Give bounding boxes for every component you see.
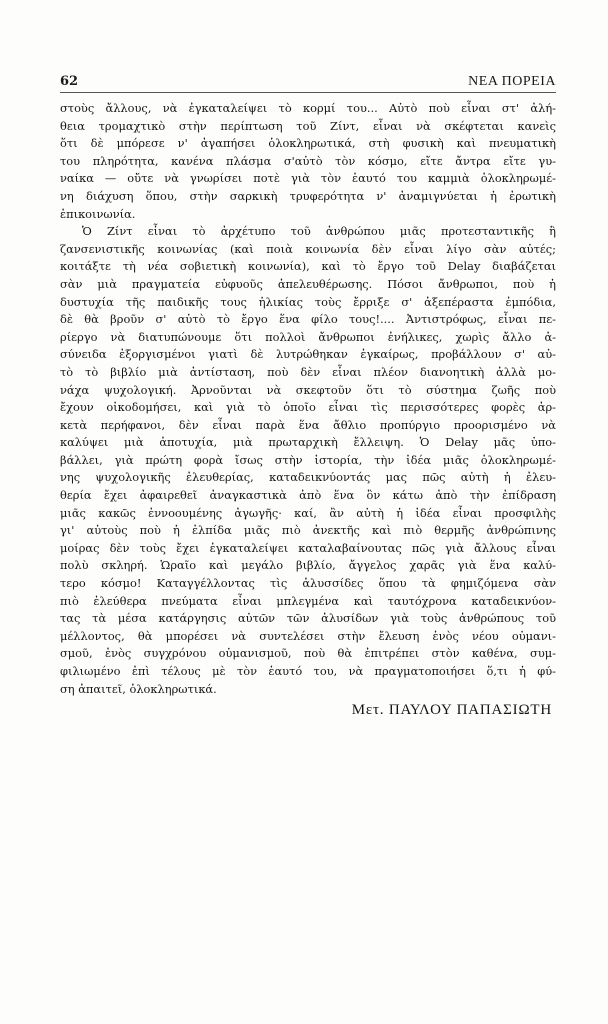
text-line: κετὰ περήφανοι, δὲν εἶναι παρὰ ἕνα ἄθλιο προπύργιο προορισμένο νὰ	[60, 417, 556, 432]
text-line: σύνειδα ἐξοργισμένοι γιατὶ δὲ λυτρώθηκαν ἐγκαίρως, προβάλλουν σ' αὐ-	[60, 347, 556, 362]
text-line: ἐπικοινωνία.	[60, 206, 136, 221]
text-line: κοιτάξτε τὴ νέα σοβιετικὴ κοινωνία), καὶ τὸ ἔργο τοῦ Delay διαβάζεται	[60, 259, 556, 274]
text-line: καλύψει μιὰ ἀποτυχία, μιὰ πρωταρχικὴ ἔλλειψη. Ὁ Delay μᾶς ὑπο-	[60, 435, 556, 450]
text-line: γι' αὐτοὺς ποὺ ἡ ἐλπίδα μιᾶς πιὸ ἀνεκτῆς καὶ πιὸ θερμῆς ἀνθρώπινης	[60, 523, 556, 538]
text-line: φιλιωμένο ἐπὶ τέλους μὲ τὸν ἑαυτό του, νὰ πραγματοποιήσει ὅ,τι ἡ φύ-	[60, 664, 556, 678]
page-number: 62	[60, 74, 79, 89]
text-line: βάλλει, γιὰ πρώτη φορὰ ἴσως στὴν ἱστορία, τὴν ἰδέα μιᾶς ὁλοκληρωμέ-	[60, 452, 556, 467]
text-line: ση ἀπαιτεῖ, ὁλοκληρωτικά.	[60, 681, 217, 696]
page-header	[60, 74, 556, 92]
text-line: δὲ θὰ βροῦν σ' αὐτὸ τὸ ἔργο ἕνα φίλο τους!.... Ἀντιστρόφως, εἶναι πε-	[60, 312, 556, 327]
text-line: νης ψυχολογικῆς ἐλευθερίας, καταδεικνύοντάς μας πῶς αὐτὴ ἡ ἐλευ-	[60, 470, 556, 485]
text-line: τὸ τὸ βιβλίο μιὰ ἀντίσταση, ποὺ δὲν εἶναι πλέον διανοητικὴ ἀλλὰ μο-	[60, 364, 556, 379]
text-line: τας τὰ μέσα κατάργησις αὐτῶν τῶν ἁλυσίδων γιὰ τοὺς ἀνθρώπους τοῦ	[60, 611, 556, 626]
text-line: ἔχουν οἰκοδομήσει, καὶ γιὰ τὸ ὁποῖο εἶναι τὶς περισσότερες φορὲς ἀρ-	[60, 400, 556, 415]
text-line: μιᾶς κακῶς ἐννοουμένης ἀγωγῆς· καί, ἂν αὐτὴ ἡ ἰδέα εἶναι προσφιλὴς	[60, 505, 556, 520]
text-line: τερο κόσμο! Καταγγέλλοντας τὶς ἁλυσσίδες ὅπου τὰ φημιζόμενα σὰν	[60, 576, 556, 591]
text-line: νάχα ψυχολογική. Ἀρνοῦνται νὰ σκεφτοῦν ὅτι τὸ σύστημα ζωῆς ποὺ	[60, 382, 556, 397]
text-line: ὅτι δὲ μπόρεσε ν' ἀγαπήσει ὁλοκληρωτικά, στὴ φυσικὴ καὶ πνευματικὴ	[60, 136, 556, 151]
running-title: ΝΕΑ ΠΟΡΕΙΑ	[468, 74, 556, 89]
text-line: πολὺ σκληρή. Ὡραῖο καὶ μεγάλο βιβλίο, ἄγγελος χαρᾶς γιὰ ἕνα καλύ-	[60, 558, 556, 573]
article-body	[60, 100, 556, 698]
text-line: σὰν μιὰ πραγματεία εὐφυοῦς ἀπελευθέρωσης. Πόσοι ἄνθρωποι, ποὺ ἡ	[60, 276, 556, 291]
text-line: ναίκα — οὔτε νὰ γνωρίσει ποτὲ γιὰ τὸν ἑαυτό του καμμιὰ ὁλοκληρωμέ-	[60, 171, 556, 186]
header-rule	[60, 92, 556, 93]
text-line: θεια τρομαχτικὸ στὴν περίπτωση τοῦ Ζίντ, εἶναι νὰ σκέφτεται κανεὶς	[60, 118, 556, 133]
text-line: μοίρας δὲν τοὺς ἔχει ἐγκαταλείψει καταλαβαίνουτας πῶς γιὰ ἄλλους εἶναι	[60, 540, 556, 555]
text-line: του πληρότητα, κανένα πλάσμα σ'αὐτὸ τὸν κόσμο, εἴτε ἄντρα εἴτε γυ-	[60, 153, 556, 168]
text-line: πιὸ ἐλεύθερα πνεύματα εἶναι μπλεγμένα καὶ ταυτόχρονα καταδεικνύον-	[60, 593, 556, 608]
text-line: ρίεργο νὰ διατυπώνουμε ὅτι πολλοὶ ἄνθρωποι ἐνήλικες, χωρὶς ἄλλο ἀ-	[60, 329, 556, 344]
text-line: ζανσενιστικῆς κοινωνίας (καὶ ποιὰ κοινωνία δὲν εἶναι λίγο σὰν αὐτές;	[60, 241, 556, 256]
text-line: Ὁ Ζίντ εἶναι τὸ ἀρχέτυπο τοῦ ἀνθρώπου μιᾶς προτεσταντικῆς ἢ	[82, 224, 556, 239]
text-line: δυστυχία τῆς παιδικῆς τους ἡλικίας τοὺς ἔρριξε σ' ἀξεπέραστα ἐμπόδια,	[60, 294, 556, 309]
translator-signature: Μετ. ΠΑΥΛΟΥ ΠΑΠΑΣΙΩΤΗ	[351, 702, 552, 718]
text-line: στοὺς ἄλλους, νὰ ἐγκαταλείψει τὸ κορμί του... Αὐτὸ ποὺ εἶναι στ' ἀλή-	[60, 101, 556, 115]
text-line: νη διάχυση ὅπου, στὴν σαρκικὴ τρυφερότητα ν' ἀναμιγνύεται ἡ ἐρωτικὴ	[60, 188, 556, 203]
text-line: σμοῦ, ἑνὸς συγχρόνου οὐμανισμοῦ, ποὺ θὰ ἐπιτρέπει στὸν καθένα, συμ-	[60, 646, 556, 661]
text-line: μέλλοντος, θὰ μπορέσει νὰ συντελέσει στὴν ἔλευση ἑνὸς νέου οὐμανι-	[60, 628, 556, 643]
text-line: θερία ἔχει ἀφαιρεθεῖ ἀναγκαστικὰ ἀπὸ ἕνα ὂν κάτω ἀπὸ τὴν ἐπίδραση	[60, 488, 556, 503]
